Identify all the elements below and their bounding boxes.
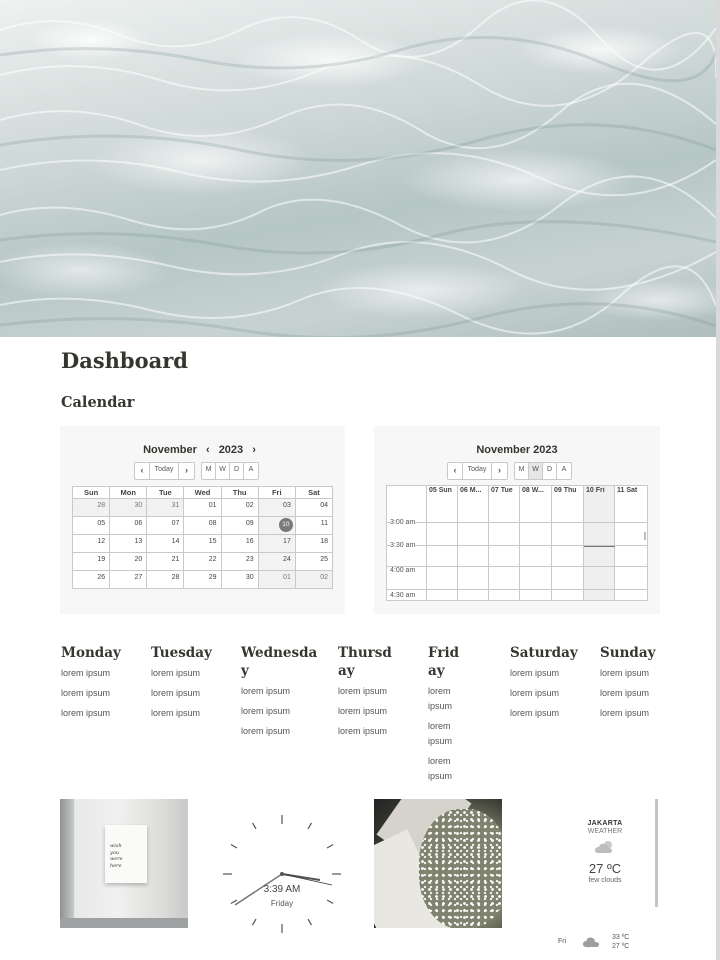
view-day-button[interactable]: D [230, 463, 244, 479]
day-number: 14 [171, 538, 180, 545]
calendar-section-title: Calendar [61, 394, 135, 411]
list-item[interactable]: lorem ipsum [241, 726, 291, 736]
day-cell[interactable] [221, 499, 258, 517]
today-button[interactable]: Today [463, 463, 492, 479]
week-calendar-toolbar [447, 462, 572, 480]
weekday-title: Saturday [510, 645, 578, 661]
day-cell[interactable] [295, 571, 332, 589]
week-row [73, 499, 333, 517]
current-time-indicator [584, 546, 615, 547]
frame-text-line: were [110, 856, 123, 862]
day-cell[interactable] [110, 571, 147, 589]
weather-temperature: 27 ºC [588, 861, 622, 876]
week-row [73, 553, 333, 571]
time-label: 4:00 am [390, 567, 416, 574]
day-number: 22 [208, 556, 217, 563]
clock-tick [253, 919, 257, 925]
weekday-list [510, 666, 590, 721]
day-cell[interactable] [295, 499, 332, 517]
day-number: 21 [171, 556, 180, 563]
weekday-column [241, 644, 321, 744]
day-cell[interactable] [258, 553, 295, 571]
day-number: 29 [208, 574, 217, 581]
water-texture [0, 0, 716, 337]
clock-day: Friday [270, 899, 294, 908]
day-number: 02 [320, 574, 328, 581]
view-month-button[interactable]: M [202, 463, 216, 479]
list-item[interactable]: lorem ipsum [428, 686, 453, 711]
analog-clock [220, 812, 344, 936]
weekday-list [338, 684, 400, 739]
day-number: 16 [245, 538, 254, 545]
day-cell[interactable] [147, 499, 184, 517]
day-cell[interactable] [258, 499, 295, 517]
day-cell[interactable] [110, 553, 147, 571]
day-number: 11 [320, 520, 328, 527]
list-item[interactable]: lorem ipsum [510, 668, 560, 678]
weather-forecast-row [558, 934, 638, 954]
day-number: 02 [245, 502, 254, 509]
day-column-header: 11 Sat [617, 487, 638, 494]
weekday-list [428, 684, 460, 784]
prev-month-button[interactable]: ‹ [205, 444, 210, 456]
day-cell[interactable] [73, 517, 110, 535]
week-calendar-title: November 2023 [476, 444, 558, 456]
day-number: 01 [283, 574, 291, 581]
day-cell[interactable] [147, 535, 184, 553]
weather-label: WEATHER [587, 828, 623, 835]
list-item[interactable]: lorem ipsum [241, 706, 291, 716]
next-month-button[interactable]: › [252, 444, 256, 456]
today-marker: 10 [279, 518, 293, 532]
day-cell[interactable] [295, 535, 332, 553]
flowers-photo [374, 799, 502, 928]
chevron-right-icon[interactable]: › [498, 465, 501, 475]
view-agenda-button[interactable]: A [248, 466, 254, 473]
day-cell[interactable] [110, 517, 147, 535]
day-column-header: 08 W... [522, 487, 544, 494]
view-week-button[interactable]: W [529, 463, 543, 479]
weekday-title: Thursday [338, 645, 392, 679]
weekday-list [600, 666, 680, 721]
cloud-icon [582, 935, 600, 948]
weekday-list [241, 684, 321, 739]
day-cell[interactable] [184, 571, 221, 589]
month-calendar-header [60, 444, 345, 456]
day-number: 13 [134, 538, 143, 545]
weekday-column [600, 644, 680, 726]
weekday-title: Friday [428, 645, 460, 679]
frame-text-line: you [110, 849, 120, 856]
day-number: 19 [97, 556, 106, 563]
day-cell[interactable] [184, 499, 221, 517]
view-month-button[interactable]: M [515, 463, 529, 479]
weekday-list [61, 666, 141, 721]
weekday-header: Tue [147, 487, 184, 499]
weekday-title: Tuesday [151, 645, 212, 661]
chevron-left-icon[interactable]: ‹ [448, 463, 463, 479]
time-label: 3:30 am [390, 542, 416, 549]
day-number: 05 [97, 520, 106, 527]
day-number: 04 [320, 502, 328, 509]
list-item[interactable]: lorem ipsum [338, 686, 388, 696]
view-day-button[interactable]: D [543, 463, 557, 479]
day-number: 27 [134, 574, 143, 581]
nav-button-group [447, 462, 508, 480]
door-shape [60, 799, 74, 928]
day-cell[interactable] [221, 535, 258, 553]
today-button[interactable]: Today [150, 463, 179, 479]
grid-line [387, 589, 647, 590]
day-number: 28 [171, 574, 180, 581]
day-cell[interactable] [258, 517, 295, 535]
month-label: November [143, 444, 197, 456]
week-calendar-widget [374, 426, 660, 614]
day-cell[interactable] [110, 499, 147, 517]
day-number: 18 [320, 538, 328, 545]
day-number: 09 [245, 520, 254, 527]
month-calendar-widget [60, 426, 345, 614]
week-row [73, 517, 333, 535]
cover-image [0, 0, 716, 337]
weekday-column [61, 644, 141, 726]
weekday-header: Fri [258, 487, 295, 499]
weather-city: JAKARTA [587, 820, 623, 827]
day-number: 17 [283, 538, 291, 545]
day-cell[interactable] [221, 553, 258, 571]
day-number: 12 [97, 538, 106, 545]
day-cell[interactable] [147, 517, 184, 535]
weekday-title: Sunday [600, 645, 656, 661]
list-item[interactable]: lorem ipsum [241, 686, 291, 696]
view-button-group [514, 462, 572, 480]
frame-text [110, 843, 123, 869]
time-label: 3:00 am [390, 519, 416, 526]
floor-shape [60, 918, 188, 928]
nav-button-group [134, 462, 195, 480]
day-cell[interactable] [221, 517, 258, 535]
view-week-button[interactable]: W [216, 463, 230, 479]
day-cell[interactable] [295, 553, 332, 571]
wall-photo [60, 799, 188, 928]
weather-description: few clouds [588, 877, 622, 884]
chevron-left-icon[interactable]: ‹ [135, 463, 150, 479]
day-column-header: 07 Tue [491, 487, 513, 494]
picture-frame [105, 825, 147, 883]
week-row [73, 535, 333, 553]
day-number: 24 [283, 556, 291, 563]
day-number: 01 [208, 502, 217, 509]
list-item[interactable]: lorem ipsum [151, 668, 201, 678]
clock-tick [308, 823, 312, 829]
day-cell[interactable] [184, 517, 221, 535]
year-label: 2023 [218, 444, 244, 456]
list-item[interactable]: lorem ipsum [338, 726, 388, 736]
list-item[interactable]: lorem ipsum [510, 688, 560, 698]
weekday-title: Wednesday [241, 645, 318, 679]
day-cell[interactable] [73, 553, 110, 571]
view-button-group [201, 462, 259, 480]
day-number: 03 [283, 502, 291, 509]
day-number: 26 [97, 574, 106, 581]
day-number: 06 [134, 520, 143, 527]
list-item[interactable]: lorem ipsum [61, 688, 111, 698]
weekday-header: Wed [184, 487, 221, 499]
forecast-day: Fri [558, 938, 567, 945]
page-title: Dashboard [61, 348, 188, 373]
scrollbar[interactable] [716, 0, 720, 960]
weekday-header: Thu [221, 487, 258, 499]
day-cell[interactable] [184, 535, 221, 553]
babys-breath-flowers [419, 809, 502, 928]
day-cell[interactable] [221, 571, 258, 589]
week-grid-scrollbar[interactable] [644, 532, 646, 540]
weekday-title: Monday [61, 645, 121, 661]
list-item[interactable]: lorem ipsum [61, 668, 111, 678]
list-item[interactable]: lorem ipsum [510, 708, 560, 718]
clock-time: 3:39 AM [263, 884, 301, 895]
list-item[interactable]: lorem ipsum [428, 721, 453, 746]
list-item[interactable]: lorem ipsum [600, 668, 650, 678]
weather-scrollbar[interactable] [655, 799, 658, 907]
chevron-right-icon[interactable]: › [185, 465, 188, 475]
weekday-header: Mon [110, 487, 147, 499]
clock-center [280, 872, 284, 876]
clock-tick [253, 823, 257, 829]
weekday-header: Sat [295, 487, 332, 499]
day-number: 25 [320, 556, 328, 563]
day-cell[interactable] [258, 535, 295, 553]
day-number: 23 [245, 556, 254, 563]
day-number: 28 [97, 502, 106, 509]
view-agenda-button[interactable]: A [561, 466, 567, 473]
week-grid[interactable] [386, 485, 648, 601]
day-number: 31 [171, 502, 180, 509]
day-cell[interactable] [110, 535, 147, 553]
list-item[interactable]: lorem ipsum [151, 708, 201, 718]
frame-text-line: wish [110, 843, 122, 849]
day-number: 15 [208, 538, 217, 545]
clock-tick [231, 845, 237, 849]
clock-tick [308, 919, 312, 925]
weekday-column [151, 644, 231, 726]
list-item[interactable]: lorem ipsum [151, 688, 201, 698]
list-item[interactable]: lorem ipsum [338, 706, 388, 716]
month-calendar-toolbar [134, 462, 259, 480]
forecast-high: 33 ºC [612, 934, 630, 941]
cloud-sun-icon [594, 839, 616, 855]
day-cell[interactable] [295, 517, 332, 535]
day-cell[interactable] [184, 553, 221, 571]
list-item[interactable]: lorem ipsum [600, 688, 650, 698]
day-cell[interactable] [73, 499, 110, 517]
day-cell[interactable] [73, 535, 110, 553]
day-column-header: 05 Sun [429, 487, 452, 494]
day-cell[interactable] [73, 571, 110, 589]
time-label: 4:30 am [390, 592, 416, 599]
day-column-header: 09 Thu [554, 487, 577, 494]
list-item[interactable]: lorem ipsum [428, 756, 453, 781]
day-cell[interactable] [258, 571, 295, 589]
forecast-low: 27 ºC [612, 943, 630, 950]
day-column-header: 10 Fri [586, 487, 605, 494]
list-item[interactable]: lorem ipsum [600, 708, 650, 718]
weekday-column [428, 644, 460, 789]
list-item[interactable]: lorem ipsum [61, 708, 111, 718]
weekday-column [510, 644, 590, 726]
day-number: 30 [245, 574, 254, 581]
grid-line [387, 566, 647, 567]
weekday-header: Sun [73, 487, 110, 499]
week-row [73, 571, 333, 589]
day-number: 20 [134, 556, 143, 563]
day-number: 08 [208, 520, 217, 527]
clock-tick [327, 845, 333, 849]
day-cell[interactable] [147, 571, 184, 589]
frame-text-line: here [110, 862, 122, 869]
weather-widget [560, 820, 650, 884]
weekday-list [151, 666, 231, 721]
weekday-column [338, 644, 400, 744]
month-grid [72, 486, 333, 589]
day-cell[interactable] [147, 553, 184, 571]
day-number: 07 [171, 520, 180, 527]
day-column-header: 06 M... [460, 487, 482, 494]
day-number: 30 [134, 502, 143, 509]
